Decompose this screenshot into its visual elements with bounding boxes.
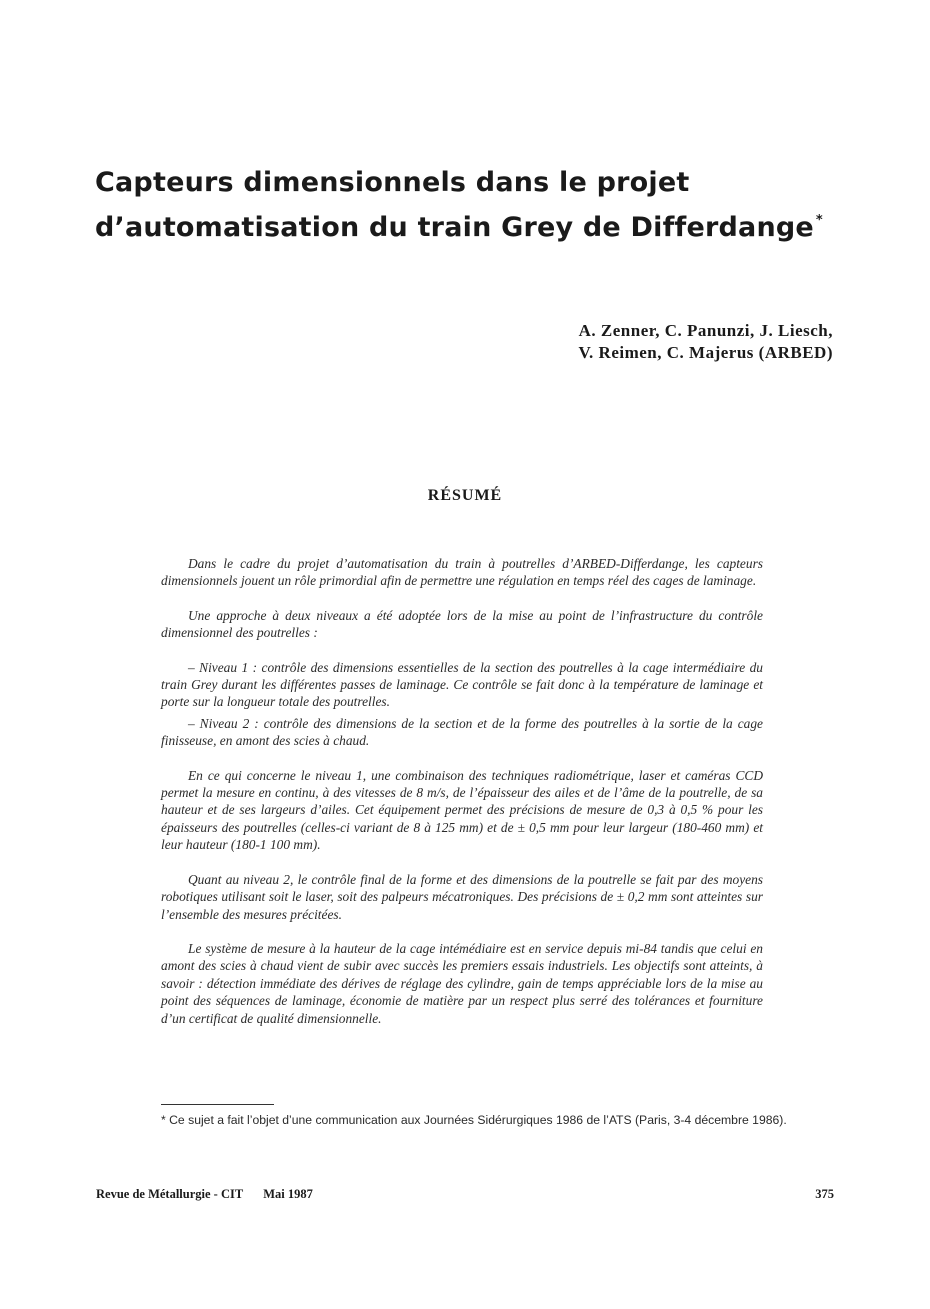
abstract-paragraph-4: Quant au niveau 2, le contrôle final de la forme et des dimensions de la poutrelle se fait par des moyens robotiques utilisant soit le laser, soit des palpeurs mécatroniques. Des précisions de ± 0,2 mm sont atteintes sur l’ensemble des mesures précitées. xyxy=(161,871,763,922)
paper-title xyxy=(95,164,855,247)
abstract-paragraph-3: En ce qui concerne le niveau 1, une combinaison des techniques radiométrique, laser et caméras CCD permet la mesure en continu, à des vitesses de 8 m/s, de l’épaisseur des ailes et de l’âme de la poutrelle, de sa hauteur et de ses largeurs d’ailes. Cet équipement permet des précisions de mesure de 0,3 à 0,5 % pour les épaisseurs des poutrelles (celles-ci variant de 8 à 125 mm) et de ± 0,5 mm pour leur largeur (180-460 mm) et leur hauteur (180-1 100 mm). xyxy=(161,767,763,853)
abstract-list-item-niveau-1: – Niveau 1 : contrôle des dimensions essentielles de la section des poutrelles à la cage intermédiaire du train Grey durant les différentes passes de laminage. Ce contrôle se fait donc à la température de laminage et porte sur la longueur totale des poutrelles. xyxy=(161,659,763,710)
abstract-paragraph-1: Dans le cadre du projet d’automatisation du train à poutrelles d’ARBED-Differdange, les capteurs dimensionnels jouent un rôle primordial afin de permettre une régulation en temps réel des cages de laminage. xyxy=(161,556,763,589)
author-list xyxy=(578,320,833,364)
title-line-2: d’automatisation du train Grey de Differdange xyxy=(95,212,814,243)
abstract-paragraph-5: Le système de mesure à la hauteur de la cage intémédiaire est en service depuis mi-84 tandis que celui en amont des scies à chaud vient de subir avec succès les premiers essais industriels. Les objectifs sont atteints, à savoir : détection immédiate des dérives de réglage des cylindre, gain de temps appréciable lors de la mise au point des séquences de laminage, économie de matière par un respect plus serré des tolérances et fourniture d’un certificat de qualité dimensionnelle. xyxy=(161,940,763,1026)
journal-name: Revue de Métallurgie - CIT xyxy=(96,1187,244,1201)
page-number: 375 xyxy=(815,1187,834,1201)
title-line-1: Capteurs dimensionnels dans le projet xyxy=(95,167,690,198)
title-footnote-marker: * xyxy=(815,213,823,228)
issue-date: Mai 1987 xyxy=(263,1187,313,1201)
authors-line-1: A. Zenner, C. Panunzi, J. Liesch, xyxy=(578,321,833,340)
abstract-list-item-niveau-2: – Niveau 2 : contrôle des dimensions de la section et de la forme des poutrelles à la sortie de la cage finisseuse, en amont des scies à chaud. xyxy=(161,715,763,749)
authors-line-2: V. Reimen, C. Majerus (ARBED) xyxy=(578,343,833,362)
abstract-heading: RÉSUMÉ xyxy=(427,487,503,504)
running-footer xyxy=(96,1187,313,1202)
abstract-body xyxy=(161,555,763,1044)
abstract-paragraph-2: Une approche à deux niveaux a été adoptée lors de la mise au point de l’infrastructure du contrôle dimensionnel des poutrelles : xyxy=(161,607,763,641)
footnote: * Ce sujet a fait l’objet d’une communication aux Journées Sidérurgiques 1986 de l’ATS (Paris, 3-4 décembre 1986). xyxy=(161,1113,787,1127)
footnote-divider xyxy=(161,1104,274,1105)
